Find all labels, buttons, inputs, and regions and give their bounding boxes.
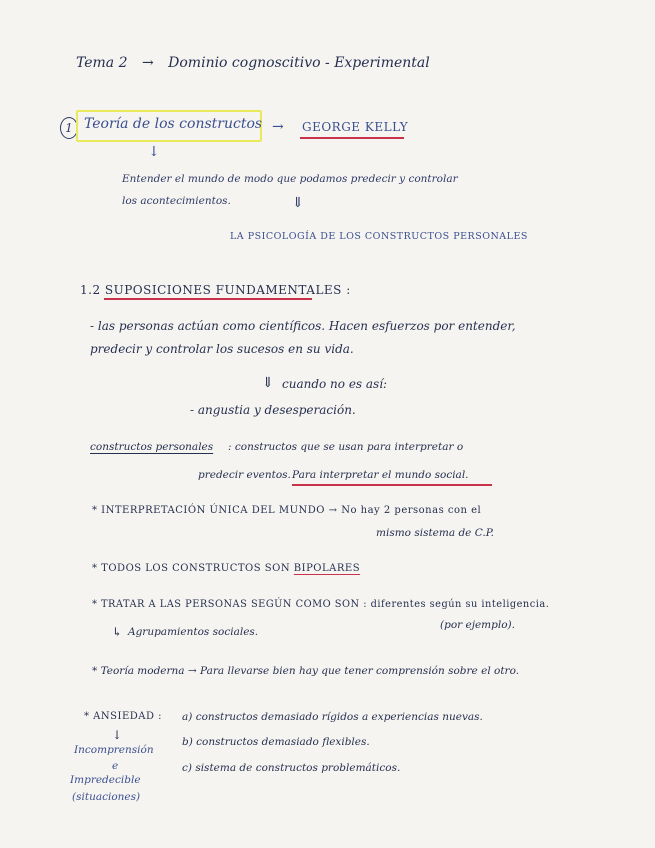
treat-example: (por ejemplo). — [440, 619, 515, 631]
subsection-heading — [80, 284, 351, 296]
bipolar-prefix: * TODOS LOS CONSTRUCTOS SON — [92, 563, 291, 574]
social-groups-text: Agrupamientos sociales. — [128, 626, 259, 638]
bipolar-line — [92, 564, 360, 574]
bullet-scientists-line-2: predecir y controlar los sucesos en su vida. — [90, 342, 354, 356]
modern-theory-line: * Teoría moderna → Para llevarse bien hay que tener comprensión sobre el otro. — [92, 665, 520, 677]
down-arrow-icon: ↓ — [112, 728, 123, 742]
when-not-text: cuando no es así: — [282, 377, 388, 391]
author-name: GEORGE KELLY — [302, 120, 409, 134]
treat-people-line: * TRATAR A LAS PERSONAS SEGÚN COMO SON : diferentes según su inteligencia. — [92, 599, 550, 610]
topic-subtitle: Dominio cognoscitivo - Experimental — [168, 55, 430, 71]
arrow-icon: → — [272, 119, 284, 135]
page-title — [76, 56, 430, 70]
side-note-situations: (situaciones) — [72, 791, 141, 803]
anxiety-item-b: b) constructos demasiado flexibles. — [182, 736, 370, 748]
subsection-heading-text: 1.2 SUPOSICIONES FUNDAMENTALES : — [80, 283, 351, 297]
side-note-and: e — [112, 760, 119, 772]
description-line-2: los acontecimientos. — [122, 195, 231, 207]
section-number: 1 — [65, 121, 73, 135]
social-underline — [292, 484, 492, 486]
anxiety-item-c: c) sistema de constructos problemáticos. — [182, 762, 401, 774]
constructs-definition-3: Para interpretar el mundo social. — [292, 469, 469, 481]
topic-number: Tema 2 — [76, 55, 128, 71]
bullet-scientists-line-1: - las personas actúan como científicos. Hacen esfuerzos por entender, — [90, 319, 516, 333]
anxiety-label: * ANSIEDAD : — [84, 711, 163, 722]
description-line-1: Entender el mundo de modo que podamos predecir y controlar — [122, 173, 458, 185]
heading-underline — [104, 298, 312, 300]
section-heading: Teoría de los constructos — [84, 116, 263, 132]
unique-interpretation-line-1: * INTERPRETACIÓN ÚNICA DEL MUNDO → No hay 2 personas con el — [92, 505, 482, 516]
bipolar-word: BIPOLARES — [293, 563, 361, 574]
side-note-unpredictable: Impredecible — [70, 774, 141, 786]
psychology-title: LA PSICOLOGÍA DE LOS CONSTRUCTOS PERSONALES — [230, 231, 528, 242]
arrow-icon: → — [141, 55, 154, 71]
double-down-arrow-icon: ⇓ — [292, 195, 304, 211]
constructs-label: constructos personales — [90, 441, 214, 453]
constructs-definition-2: predecir eventos. — [198, 469, 291, 481]
side-note-incomprehension: Incomprensión — [74, 744, 154, 756]
double-down-arrow-icon: ⇓ — [262, 375, 274, 391]
constructs-definition-1: : constructos que se usan para interpretar o — [228, 441, 464, 453]
down-arrow-icon: ↓ — [148, 144, 160, 160]
author-underline — [300, 137, 404, 139]
unique-interpretation-line-2: mismo sistema de C.P. — [376, 527, 494, 539]
sub-arrow-icon: ↳ — [112, 625, 123, 639]
anxiety-item-a: a) constructos demasiado rígidos a experiencias nuevas. — [182, 711, 483, 723]
anguish-text: - angustia y desesperación. — [190, 403, 356, 417]
